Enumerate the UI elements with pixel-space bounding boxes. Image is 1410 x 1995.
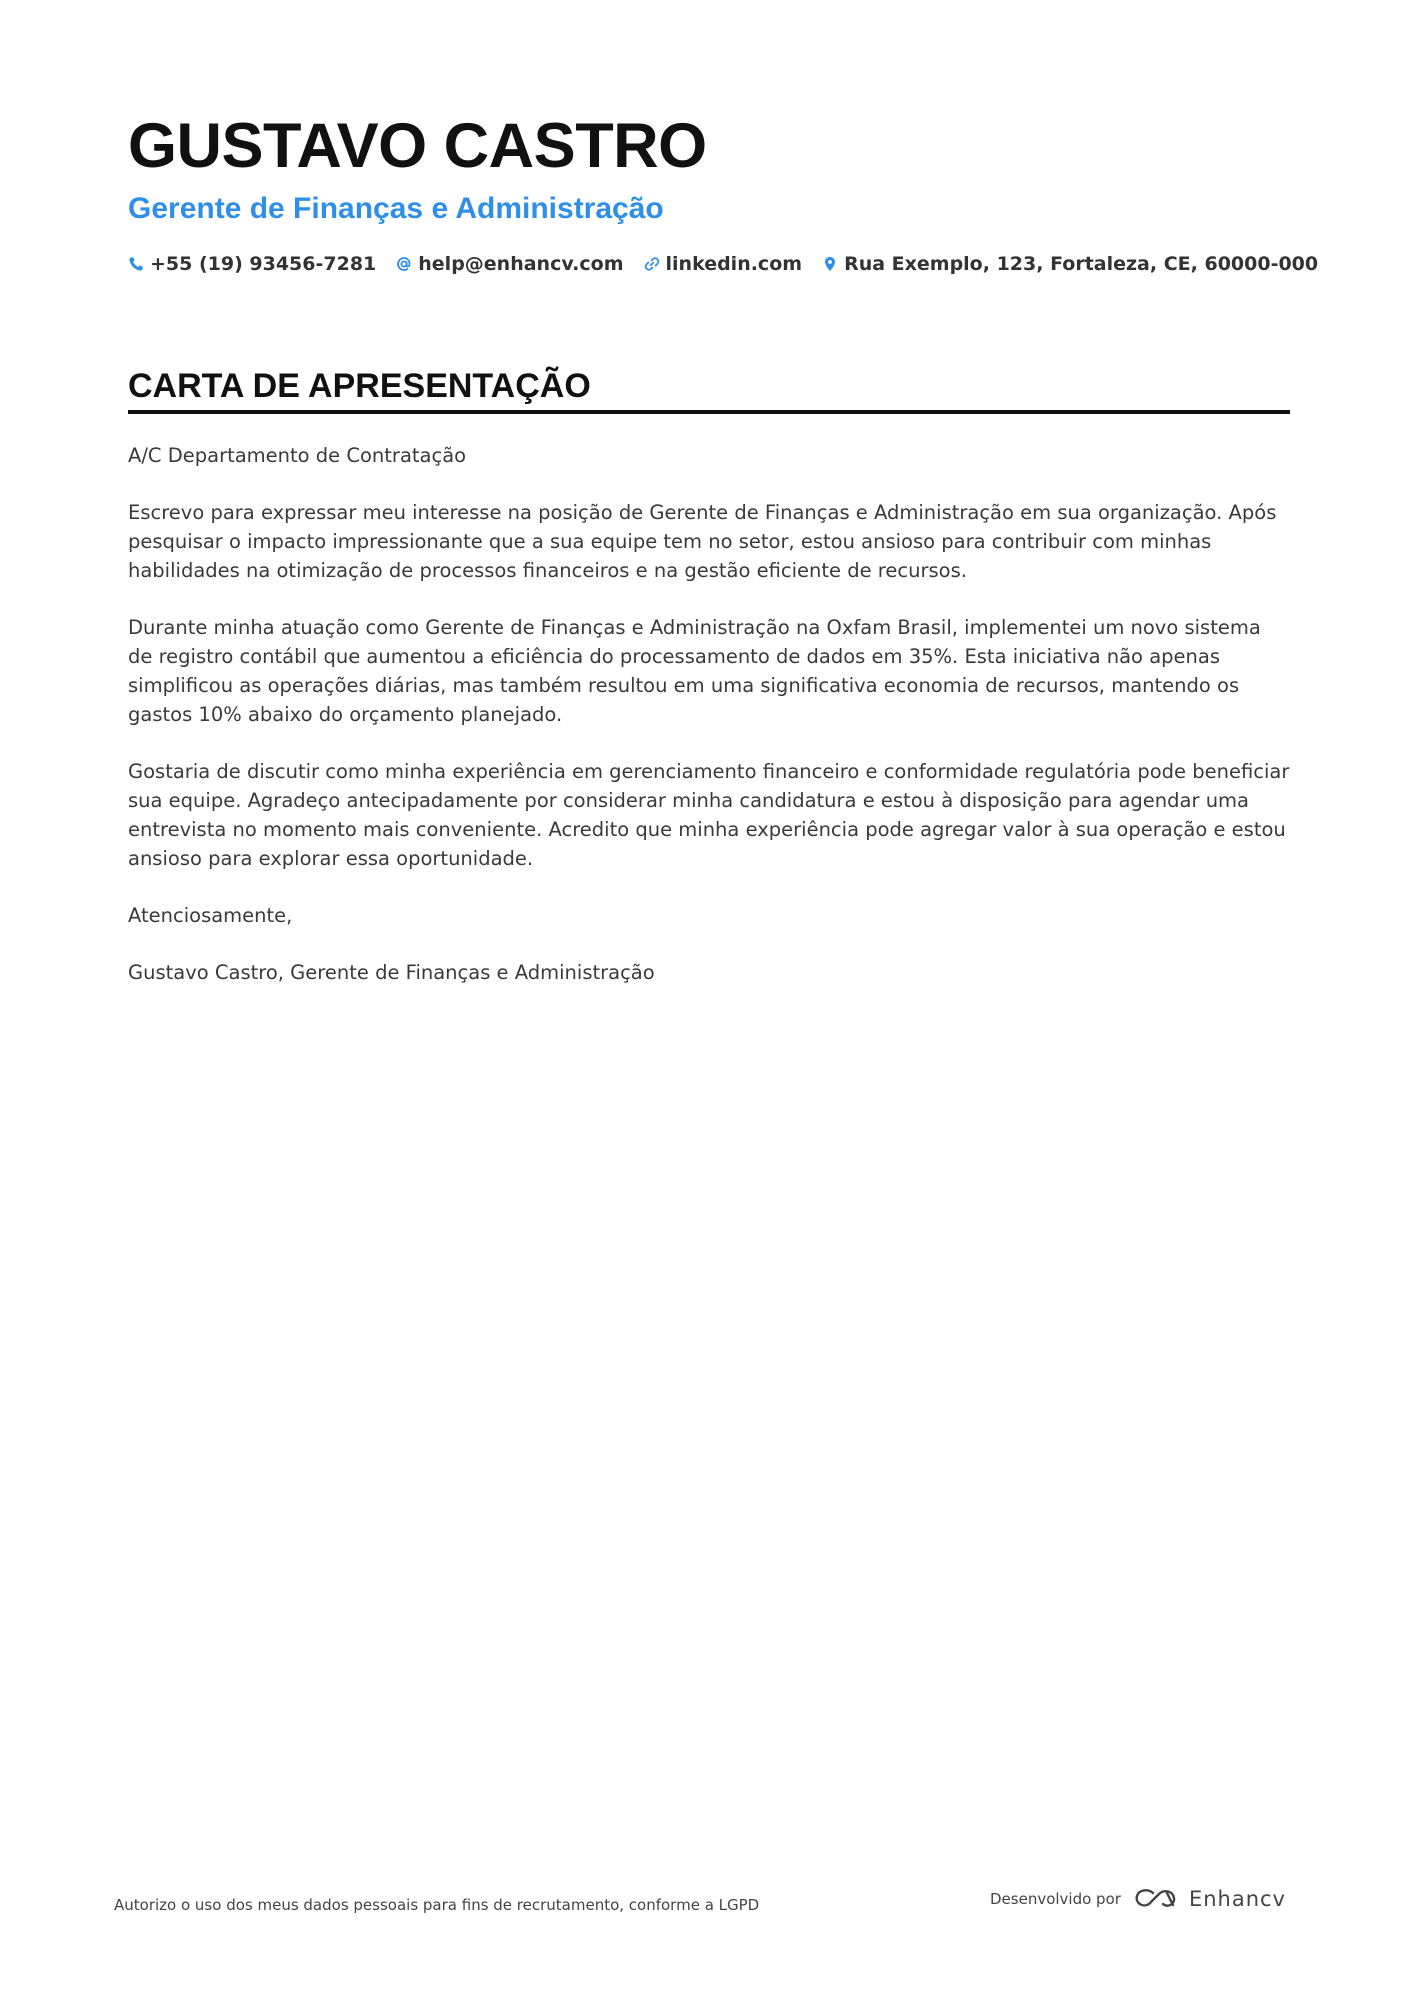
enhancv-logo-icon xyxy=(1133,1887,1179,1911)
contact-email[interactable] xyxy=(396,253,623,275)
brand-name: Enhancv xyxy=(1188,1887,1286,1911)
at-icon xyxy=(396,256,412,272)
section-divider xyxy=(128,410,1290,414)
contact-bar xyxy=(128,253,1338,275)
section-title: CARTA DE APRESENTAÇÃO xyxy=(128,367,591,405)
letter-paragraph: Durante minha atuação como Gerente de Finanças e Administração na Oxfam Brasil, implementei um novo sistema de registro contábil que aumentou a eficiência do processamento de dados em 35%. Esta iniciativa não apenas simplificou as operações diárias, mas também resultou em uma significativa economia de recursos, mantendo os gastos 10% abaixo do orçamento planejado. xyxy=(128,616,1261,726)
phone-text: +55 (19) 93456-7281 xyxy=(150,253,377,275)
contact-address xyxy=(822,253,1318,275)
contact-linkedin[interactable] xyxy=(644,253,803,275)
linkedin-text: linkedin.com xyxy=(665,253,803,275)
email-text: help@enhancv.com xyxy=(418,253,624,275)
address-text: Rua Exemplo, 123, Fortaleza, CE, 60000-000 xyxy=(844,253,1319,275)
phone-icon xyxy=(128,256,144,272)
location-pin-icon xyxy=(822,256,838,272)
candidate-role: Gerente de Finanças e Administração xyxy=(128,192,664,225)
letter-body xyxy=(128,441,1290,1015)
letter-closing: Atenciosamente, xyxy=(128,904,293,927)
letter-signature: Gustavo Castro, Gerente de Finanças e Administração xyxy=(128,961,655,984)
footer-consent: Autorizo o uso dos meus dados pessoais para fins de recrutamento, conforme a LGPD xyxy=(114,1896,760,1914)
candidate-name: GUSTAVO CASTRO xyxy=(128,111,707,181)
letter-salutation: A/C Departamento de Contratação xyxy=(128,444,467,467)
link-icon xyxy=(644,256,660,272)
letter-paragraph: Gostaria de discutir como minha experiência em gerenciamento financeiro e conformidade regulatória pode beneficiar sua equipe. Agradeço antecipadamente por considerar minha candidatura e estou à disposição para agendar uma entrevista no momento mais conveniente. Acredito que minha experiência pode agregar valor à sua operação e estou ansioso para explorar essa oportunidade. xyxy=(128,760,1290,870)
built-with-label: Desenvolvido por xyxy=(990,1890,1121,1908)
footer-branding[interactable] xyxy=(990,1887,1286,1911)
contact-phone[interactable] xyxy=(128,253,376,275)
letter-paragraph: Escrevo para expressar meu interesse na posição de Gerente de Finanças e Administração em sua organização. Após pesquisar o impacto impressionante que a sua equipe tem no setor, estou ansioso para contribuir com minhas habilidades na otimização de processos financeiros e na gestão eficiente de recursos. xyxy=(128,501,1277,582)
